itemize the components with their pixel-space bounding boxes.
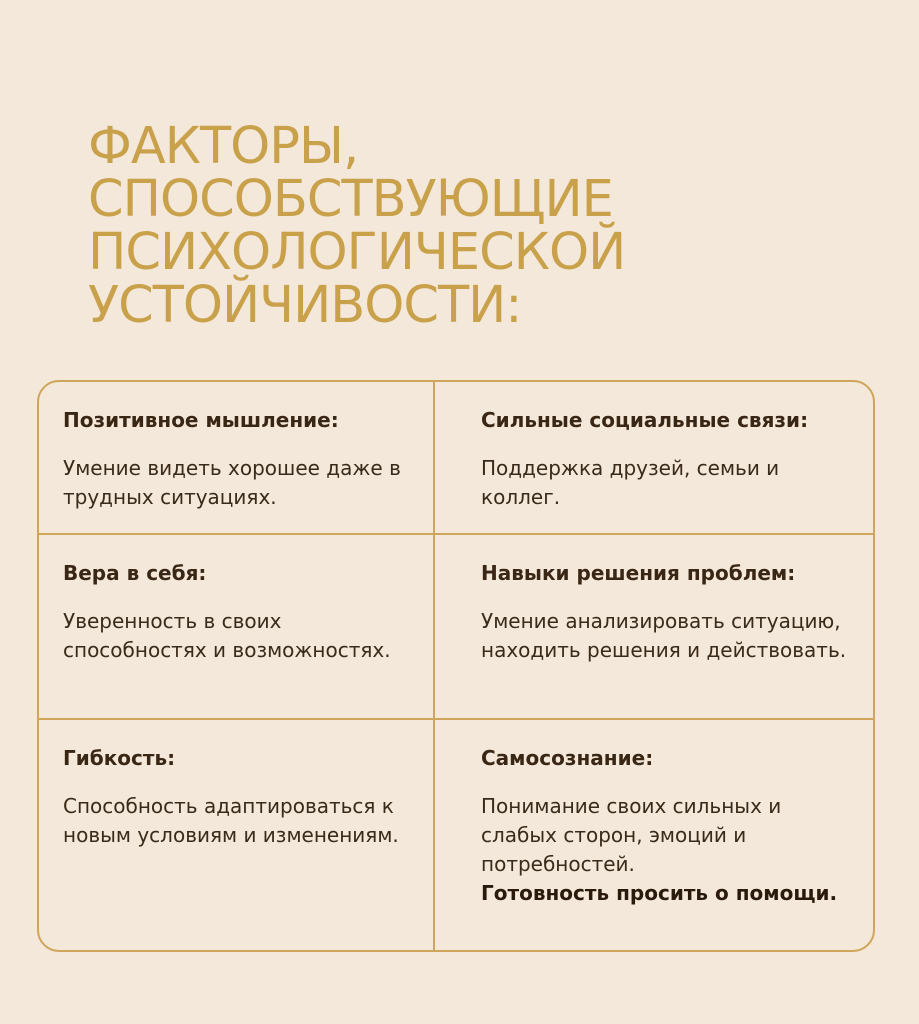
factor-cell-positive-thinking (39, 382, 435, 533)
factor-description: Понимание своих сильных и слабых сторон, эмоций и потребностей. (481, 794, 782, 876)
factor-heading: Навыки решения проблем: (481, 561, 796, 585)
factors-table (37, 380, 875, 952)
factor-heading: Позитивное мышление: (63, 408, 339, 432)
factor-cell-flexibility (39, 718, 435, 950)
title-line: СПОСОБСТВУЮЩИЕ (88, 170, 613, 229)
factor-cell-problem-solving (435, 533, 873, 718)
factor-description: Уверенность в своих способностях и возможностях. (63, 609, 391, 662)
factor-heading: Самосознание: (481, 746, 654, 770)
factor-extra-note: Готовность просить о помощи. (481, 881, 838, 905)
factor-cell-self-belief (39, 533, 435, 718)
factor-cell-self-awareness (435, 718, 873, 950)
factor-description: Умение анализировать ситуацию, находить решения и действовать. (481, 609, 847, 662)
title-line: ФАКТОРЫ, (88, 117, 359, 176)
factor-description: Способность адаптироваться к новым условиям и изменениям. (63, 794, 399, 847)
factor-heading: Вера в себя: (63, 561, 207, 585)
factor-description: Умение видеть хорошее даже в трудных ситуациях. (63, 456, 401, 509)
title-line: ПСИХОЛОГИЧЕСКОЙ (88, 223, 626, 282)
title-line: УСТОЙЧИВОСТИ: (88, 276, 522, 335)
factor-cell-social-connections (435, 382, 873, 533)
factor-heading: Гибкость: (63, 746, 176, 770)
factor-heading: Сильные социальные связи: (481, 408, 809, 432)
page-title (88, 117, 848, 335)
factor-description: Поддержка друзей, семьи и коллег. (481, 456, 780, 509)
